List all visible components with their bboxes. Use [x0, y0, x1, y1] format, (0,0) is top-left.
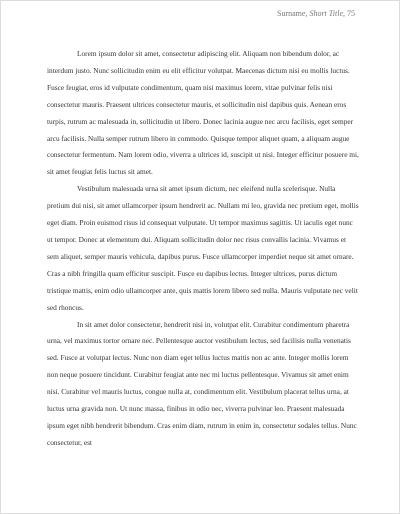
paragraph-3: In sit amet dolor consectetur, hendrerit nisi in, volutpat elit. Curabitur condimentum pharetra urna, vel maximus tortor ornare nec. Pellentesque auctor vestibulum lectus, sed facilisis nulla venenatis sed. Fusce at volutpat lectus. Nunc non diam eget tellus luctus mattis non ac ante. Integer mollis lorem non neque posuere tincidunt. Curabitur feugiat ante nec mi luctus pellentesque. Vivamus sit amet enim nisi. Curabitur vel mauris luctus, congue nulla at, condimentum elit. Vestibulum placerat tellus urna, at luctus urna gravida non. Ut nunc massa, finibus in odio nec, viverra pulvinar leo. Praesent malesuada ipsum eget nibh hendrerit bibendum. Cras enim diam, rutrum in enim in, consectetur sodales tellus. Nunc consectetur, est [47, 319, 357, 447]
running-head [277, 9, 355, 18]
paragraph-1: Lorem ipsum dolor sit amet, consectetur adipiscing elit. Aliquam non bibendum dolor, ac interdum justo. Nunc sollicitudin enim eu elit efficitur volutpat. Maecenas dictum nisi eu mollis luctus. Fusce feugiat, eros id vulputate condimentum, quam nisi maximus lorem, vitae pulvinar felis nisi consectetur mauris. Praesent ultrices consectetur mauris, et sollicitudin nisl dapibus quis. Aenean eros turpis, rutrum ac malesuada in, sollicitudin ut libero. Donec lacinia augue nec arcu facilisis, eget semper arcu facilisis. Nulla semper rutrum libero in commodo. Quisque tempor aliquet quam, a aliquam augue consectetur fermentum. Nam lorem odio, viverra a ultrices id, suscipit ut nisi. Integer efficitur posuere mi, sit amet feugiat felis luctus sit amet. [47, 49, 359, 177]
body-text [47, 46, 359, 452]
author-surname: Surname, [277, 9, 308, 18]
short-title: Short Title [309, 9, 343, 18]
page-number: , 75 [343, 9, 355, 18]
paragraph-2: Vestibulum malesuada urna sit amet ipsum dictum, nec eleifend nulla scelerisque. Nulla pretium dui nisi, sit amet ullamcorper ipsum hendrerit ac. Nullam mi leo, gravida nec pretium eget, mollis eget diam. Proin euismod risus id consequat vulputate. Ut tempor maximus sagittis. Ut iaculis eget nunc ut tempor. Donec at elementum dui. Aliquam sollicitudin dolor nec risus convallis lacinia. Vivamus et sem aliquet, semper mauris vehicula, dapibus purus. Fusce ullamcorper imperdiet neque sit amet ornare. Cras a nibh fringilla quam efficitur suscipit. Fusce eu dapibus lectus. Integer ultrices, purus dictum tristique mattis, enim odio ullamcorper ante, quis mattis lorem libero sed nulla. Mauris vulputate nec velit sed rhoncus. [47, 184, 359, 312]
